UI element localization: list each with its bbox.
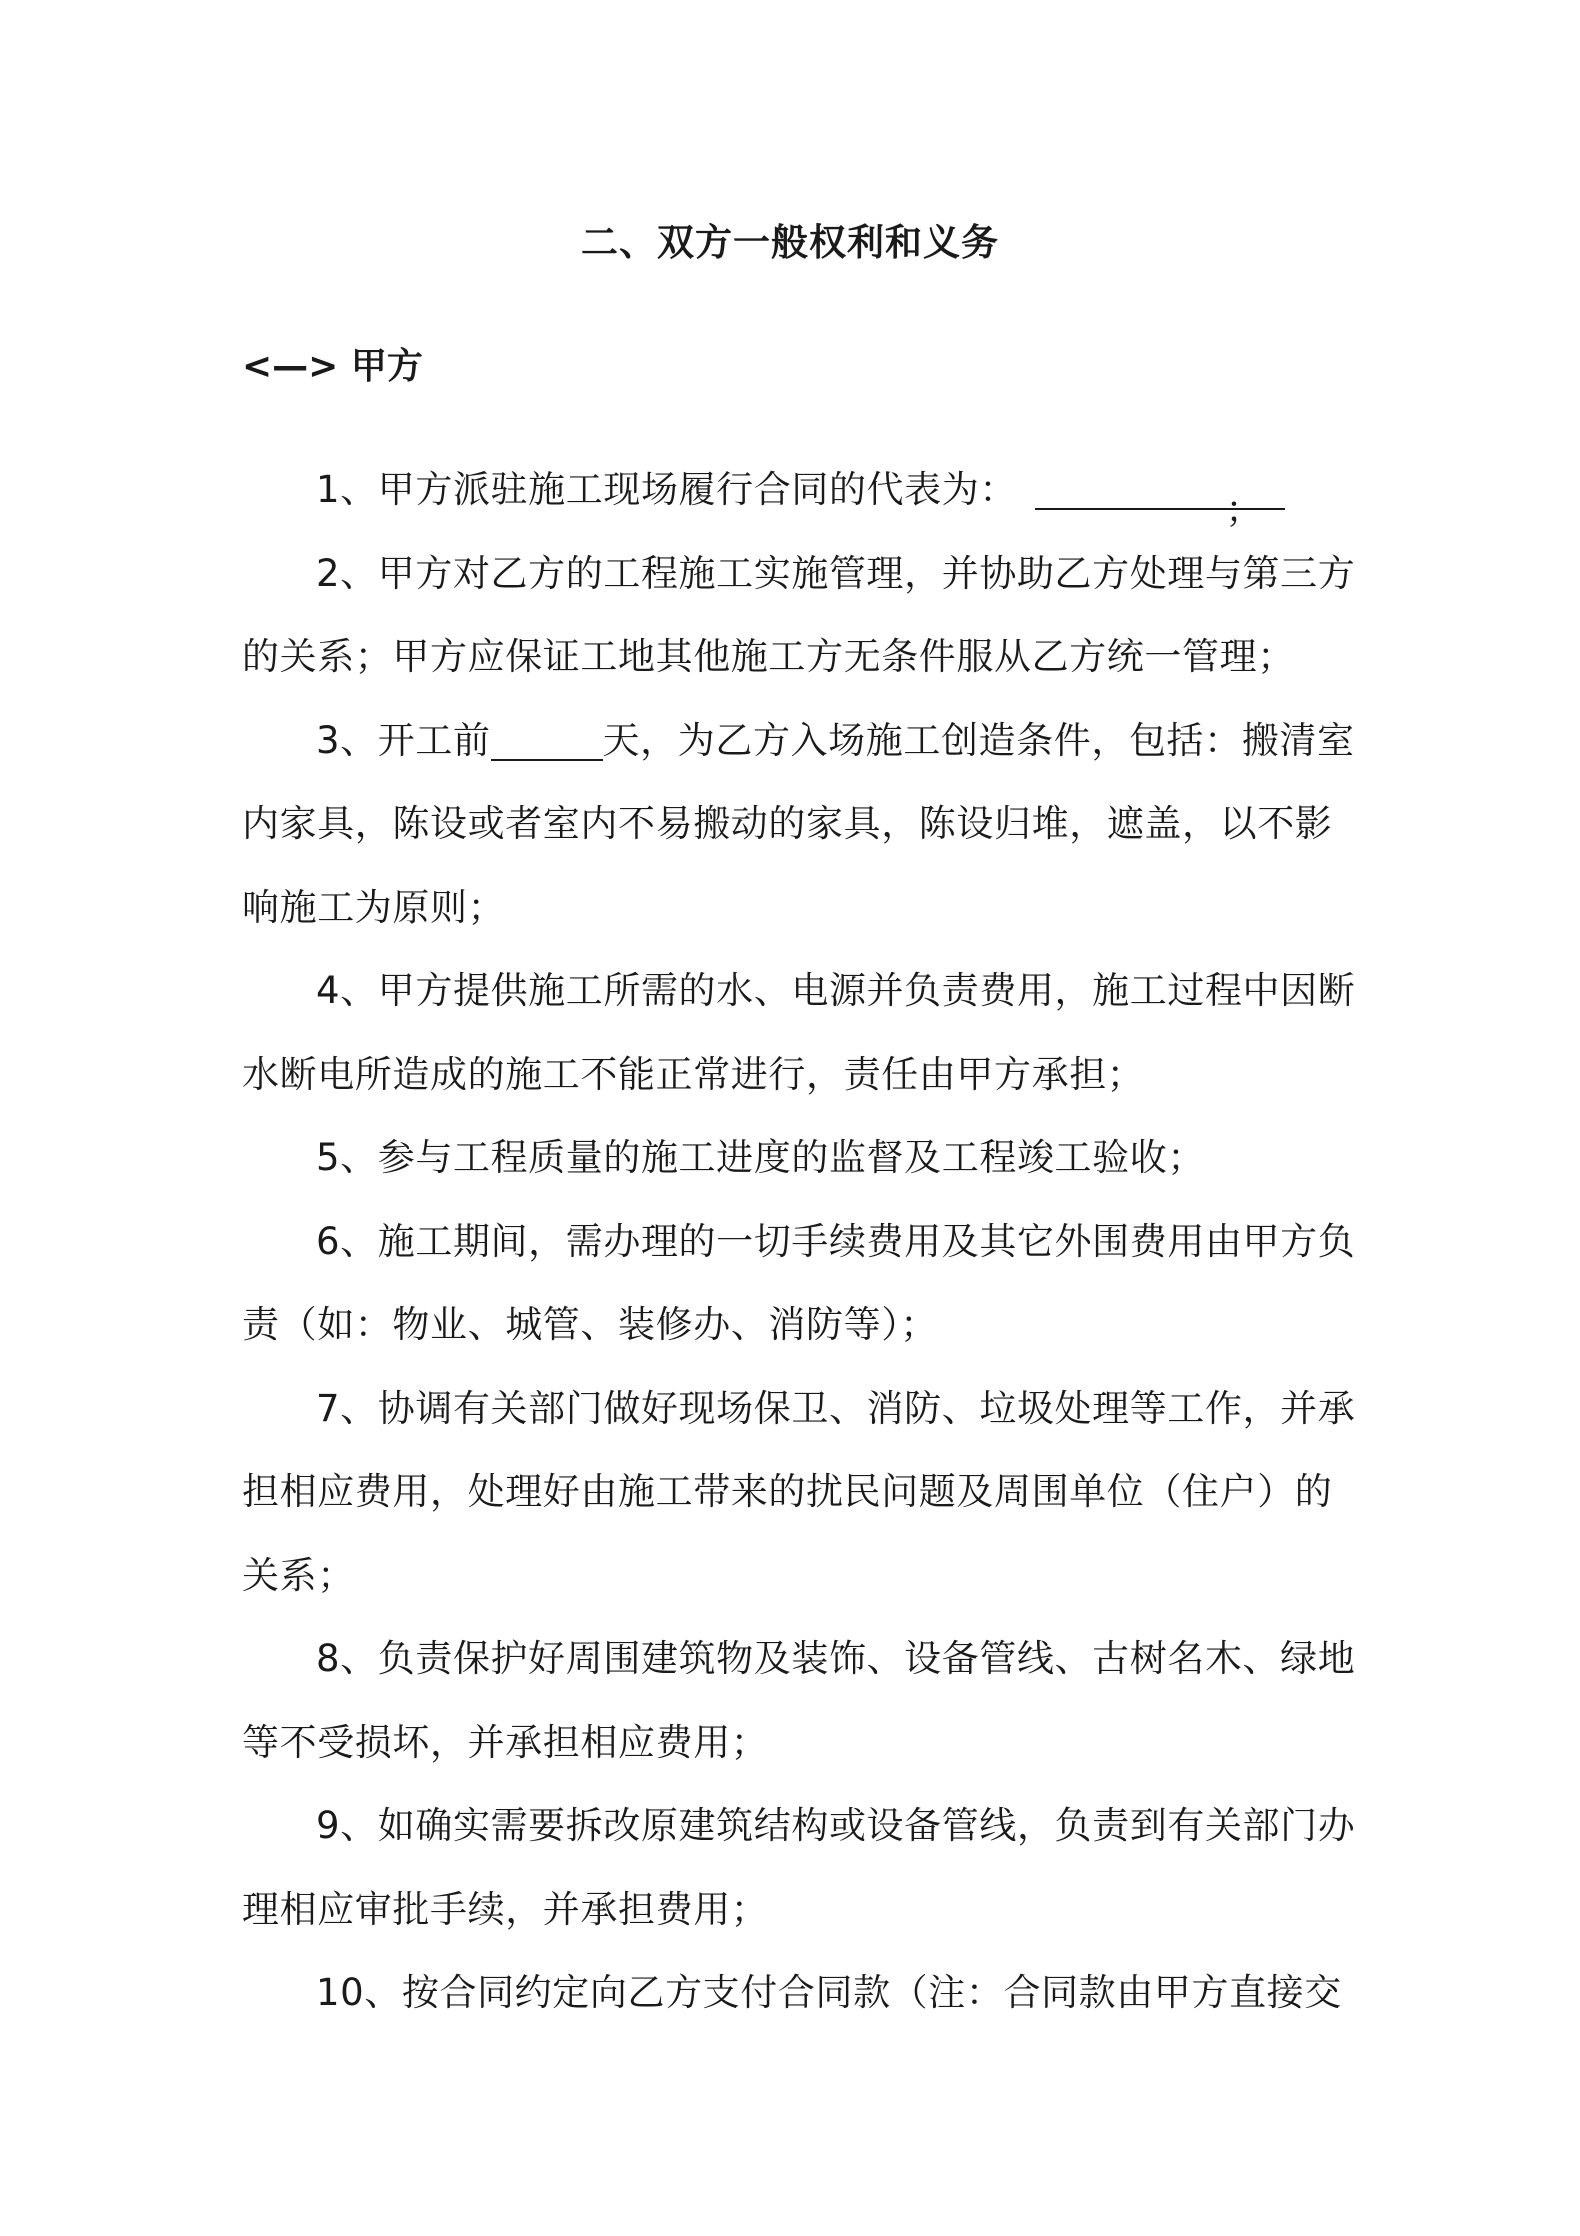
clause-4-line-2: 水断电所造成的施工不能正常进行，责任由甲方承担；	[242, 1052, 1145, 1096]
clause-7-line-3: 关系；	[242, 1553, 355, 1597]
clause-7-line-2: 担相应费用，处理好由施工带来的扰民问题及周围单位（住户）的	[242, 1470, 1333, 1513]
clause-4-line-1: 4、甲方提供施工所需的水、电源并负责费用，施工过程中因断	[316, 969, 1356, 1012]
clause-list	[242, 448, 1356, 2035]
clause-1	[242, 448, 1350, 532]
clause-8-line-1: 8、负责保护好周围建筑物及装饰、设备管线、古树名木、绿地	[316, 1637, 1356, 1680]
clause-2-line-2: 的关系；甲方应保证工地其他施工方无条件服从乙方统一管理；	[242, 635, 1295, 678]
clause-6-line-1: 6、施工期间，需办理的一切手续费用及其它外围费用由甲方负	[316, 1219, 1356, 1263]
clause-3-line-2: 内家具，陈设或者室内不易搬动的家具，陈设归堆，遮盖，以不影	[242, 802, 1333, 845]
clause-3-text-before: 3、开工前	[316, 718, 491, 762]
clause-7-line-1: 7、协调有关部门做好现场保卫、消防、垃圾处理等工作，并承	[316, 1386, 1356, 1430]
document-title: 二、双方一般权利和义务	[581, 221, 999, 264]
clause-10-line-1: 10、按合同约定向乙方支付合同款（注：合同款由甲方直接交	[316, 1971, 1342, 2014]
clause-2-line-1: 2、甲方对乙方的工程施工实施管理，并协助乙方处理与第三方	[316, 551, 1356, 595]
clause-9-line-1: 9、如确实需要拆改原建筑结构或设备管线，负责到有关部门办	[316, 1804, 1356, 1847]
clause-3-text-after: 天，为乙方入场施工创造条件，包括：搬清室	[602, 718, 1355, 762]
days-blank	[491, 719, 603, 761]
clause-5-line-1: 5、参与工程质量的施工进度的监督及工程竣工验收；	[316, 1136, 1205, 1179]
clause-1-text: 1、甲方派驻施工现场履行合同的代表为：	[316, 468, 1017, 511]
clause-3-line-1	[242, 699, 1355, 783]
clause-6-line-2: 责（如：物业、城管、装修办、消防等）；	[242, 1303, 938, 1346]
clause-3-line-3: 响施工为原则；	[242, 885, 506, 929]
clause-9-line-2: 理相应审批手续，并承担费用；	[242, 1887, 769, 1931]
clause-8-line-2: 等不受损坏，并承担相应费用；	[242, 1720, 769, 1764]
representative-blank	[1035, 468, 1285, 531]
clause-1-end: ；	[1225, 488, 1263, 531]
section-heading-party-a: <—> 甲方	[242, 346, 423, 387]
